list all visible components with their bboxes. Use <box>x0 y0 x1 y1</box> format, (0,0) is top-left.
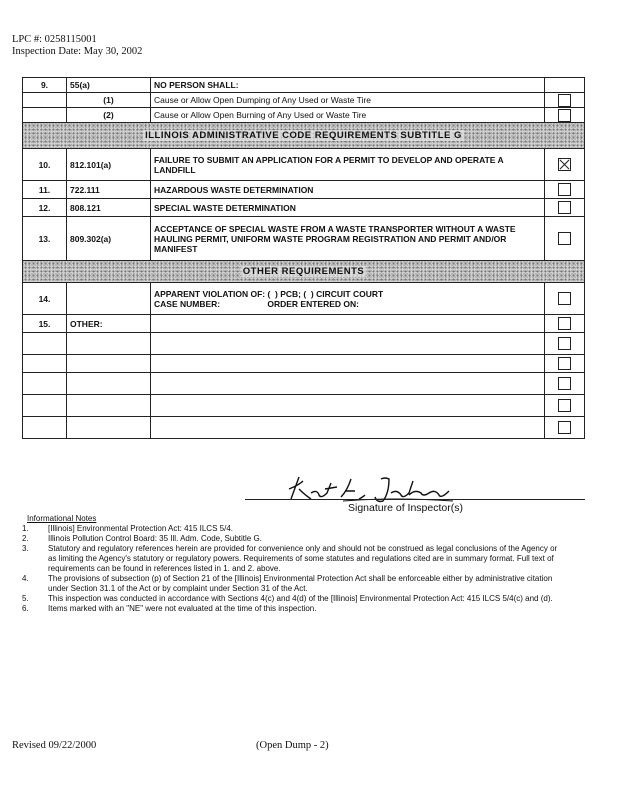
item-reference <box>67 373 151 395</box>
item-checkbox-cell <box>545 395 585 417</box>
note-number: 2. <box>22 534 29 543</box>
item-reference <box>67 333 151 355</box>
item-reference: (1) <box>67 93 151 108</box>
checkbox[interactable] <box>558 421 571 434</box>
item-description: NO PERSON SHALL: <box>151 78 545 93</box>
item-reference: 809.302(a) <box>67 217 151 261</box>
item-description: APPARENT VIOLATION OF: ( ) PCB; ( ) CIRCUIT COURT CASE NUMBER: ORDER ENTERED ON: <box>151 283 545 315</box>
note-text: This inspection was conducted in accordance with Sections 4(c) and 4(d) of the [Illinois] Environmental Protection Act: 415 ILCS 5/4(c) and (d). <box>48 594 553 603</box>
item-reference: 808.121 <box>67 199 151 217</box>
note-number: 6. <box>22 604 29 613</box>
note-number: 3. <box>22 544 29 553</box>
section-header-cell <box>23 261 585 283</box>
item-checkbox-cell <box>545 315 585 333</box>
item-checkbox-cell <box>545 283 585 315</box>
section-header-row <box>23 123 585 149</box>
item-number <box>23 333 67 355</box>
checkbox[interactable] <box>558 337 571 350</box>
checkbox[interactable] <box>558 317 571 330</box>
item-checkbox-cell <box>545 181 585 199</box>
inspector-signature <box>285 473 455 505</box>
table-row <box>23 149 585 181</box>
item-description: Cause or Allow Open Dumping of Any Used or Waste Tire <box>151 93 545 108</box>
table-row <box>23 108 585 123</box>
note-text: The provisions of subsection (p) of Section 21 of the [Illinois] Environmental Protection Act shall be enforceable either by administrative citation under Section 31.1 of the Act or by complaint under Section 31 of the Act. <box>48 574 553 593</box>
item-number: 10. <box>23 149 67 181</box>
item-reference: 812.101(a) <box>67 149 151 181</box>
informational-notes <box>22 524 562 614</box>
note-number: 4. <box>22 574 29 583</box>
item-number: 12. <box>23 199 67 217</box>
notes-title: Informational Notes <box>27 514 97 523</box>
checkbox[interactable] <box>558 357 571 370</box>
note-number: 1. <box>22 524 29 533</box>
item-reference: 55(a) <box>67 78 151 93</box>
inspection-date: Inspection Date: May 30, 2002 <box>12 46 143 57</box>
item-reference: OTHER: <box>67 315 151 333</box>
item-checkbox-cell <box>545 149 585 181</box>
lpc-number: LPC #: 0258115001 <box>12 34 97 45</box>
item-description: ACCEPTANCE OF SPECIAL WASTE FROM A WASTE TRANSPORTER WITHOUT A WASTE HAULING PERMIT, UNIFORM WASTE PROGRAM REGISTRATION AND PERMIT AND/OR MANIFEST <box>151 217 545 261</box>
item-description: Cause or Allow Open Burning of Any Used or Waste Tire <box>151 108 545 123</box>
note-text: Illinois Pollution Control Board: 35 Ill. Adm. Code, Subtitle G. <box>48 534 262 543</box>
signature-label: Signature of Inspector(s) <box>348 502 463 514</box>
note-number: 5. <box>22 594 29 603</box>
section-header-label: OTHER REQUIREMENTS <box>242 266 365 277</box>
item-description: SPECIAL WASTE DETERMINATION <box>151 199 545 217</box>
item-reference: (2) <box>67 108 151 123</box>
table-row <box>23 283 585 315</box>
item-checkbox-cell <box>545 199 585 217</box>
item-number: 15. <box>23 315 67 333</box>
signature-line <box>245 499 585 500</box>
item-checkbox-cell <box>545 417 585 439</box>
section-header-label: ILLINOIS ADMINISTRATIVE CODE REQUIREMENTS SUBTITLE G <box>145 130 462 141</box>
item-checkbox-cell <box>545 373 585 395</box>
note-item <box>22 604 562 614</box>
note-text: Statutory and regulatory references herein are provided for convenience only and should not be construed as legal conclusions of the Agency or as limiting the Agency's statutory or regulatory powers. Requirements of some statutes and regulations cited are in summary format. Full text of requirements can be found in references listed in 1. and 2. above. <box>48 544 558 573</box>
item-number: 9. <box>23 78 67 93</box>
checkbox[interactable] <box>558 183 571 196</box>
table-row <box>23 217 585 261</box>
item-description <box>151 395 545 417</box>
checkbox[interactable] <box>558 94 571 107</box>
item-number: 13. <box>23 217 67 261</box>
violations-table <box>22 77 585 439</box>
item-reference <box>67 355 151 373</box>
note-text: Items marked with an "NE" were not evaluated at the time of this inspection. <box>48 604 317 613</box>
checkbox[interactable] <box>558 377 571 390</box>
item-description: HAZARDOUS WASTE DETERMINATION <box>151 181 545 199</box>
note-item <box>22 524 562 534</box>
table-row <box>23 355 585 373</box>
table-row <box>23 417 585 439</box>
item-reference <box>67 417 151 439</box>
page-label: (Open Dump - 2) <box>256 740 329 751</box>
item-number: 14. <box>23 283 67 315</box>
item-number <box>23 93 67 108</box>
item-number <box>23 373 67 395</box>
checked-checkbox[interactable] <box>558 158 571 171</box>
item-description: FAILURE TO SUBMIT AN APPLICATION FOR A PERMIT TO DEVELOP AND OPERATE A LANDFILL <box>151 149 545 181</box>
item-number <box>23 395 67 417</box>
item-number <box>23 417 67 439</box>
item-checkbox-cell <box>545 78 585 93</box>
table-row <box>23 373 585 395</box>
revised-date: Revised 09/22/2000 <box>12 740 97 751</box>
item-checkbox-cell <box>545 355 585 373</box>
item-description <box>151 355 545 373</box>
item-description <box>151 315 545 333</box>
note-text: [Illinois] Environmental Protection Act: 415 ILCS 5/4. <box>48 524 233 533</box>
item-checkbox-cell <box>545 333 585 355</box>
item-number <box>23 355 67 373</box>
checkbox[interactable] <box>558 399 571 412</box>
note-item <box>22 574 562 594</box>
item-reference <box>67 395 151 417</box>
table-row <box>23 93 585 108</box>
item-number: 11. <box>23 181 67 199</box>
item-checkbox-cell <box>545 93 585 108</box>
item-description <box>151 333 545 355</box>
checkbox[interactable] <box>558 201 571 214</box>
table-row <box>23 315 585 333</box>
item-number <box>23 108 67 123</box>
item-description <box>151 373 545 395</box>
table-row <box>23 333 585 355</box>
table-row <box>23 395 585 417</box>
checkbox[interactable] <box>558 292 571 305</box>
checkbox[interactable] <box>558 232 571 245</box>
item-checkbox-cell <box>545 217 585 261</box>
item-reference: 722.111 <box>67 181 151 199</box>
item-reference <box>67 283 151 315</box>
checkbox[interactable] <box>558 109 571 122</box>
section-header-cell <box>23 123 585 149</box>
table-row <box>23 181 585 199</box>
item-checkbox-cell <box>545 108 585 123</box>
table-row <box>23 78 585 93</box>
note-item <box>22 594 562 604</box>
item-description <box>151 417 545 439</box>
note-item <box>22 544 562 574</box>
section-header-row <box>23 261 585 283</box>
note-item <box>22 534 562 544</box>
table-row <box>23 199 585 217</box>
